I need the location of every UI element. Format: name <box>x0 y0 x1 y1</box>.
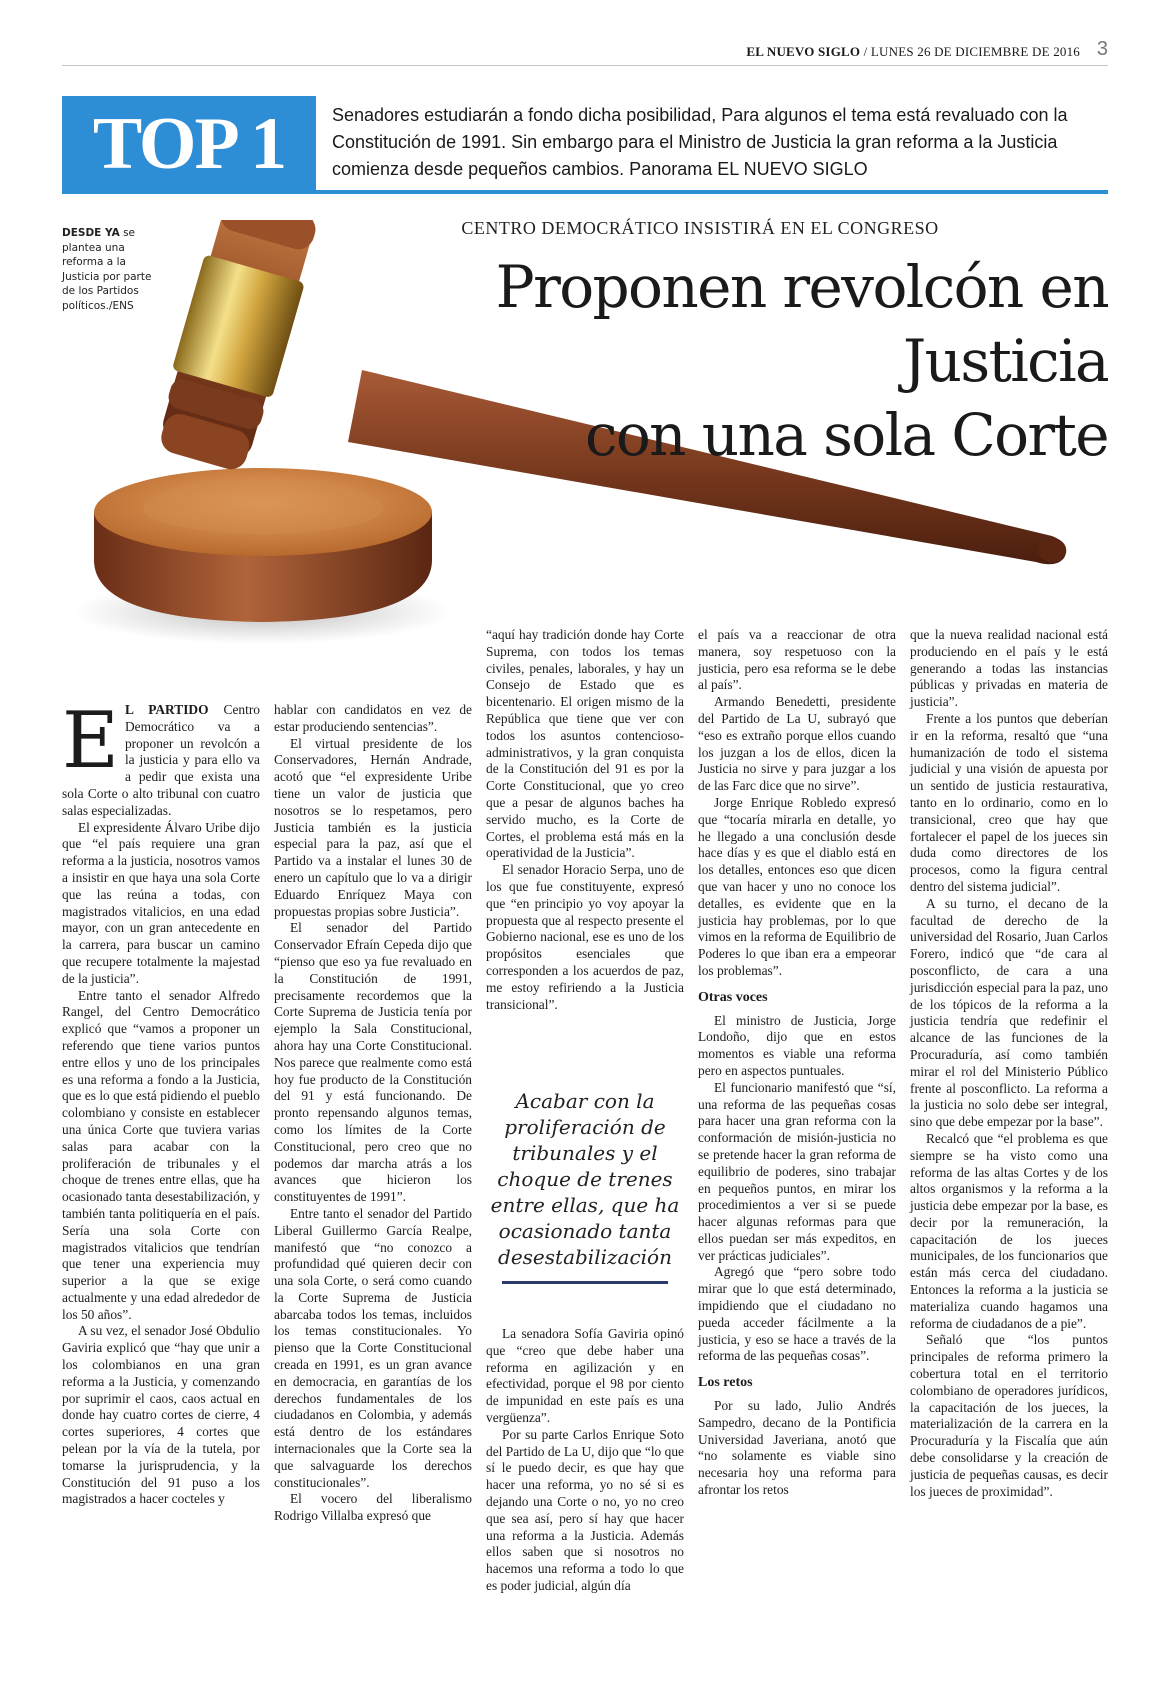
lead-strong: L PARTIDO <box>124 702 209 717</box>
publication-name: EL NUEVO SIGLO <box>746 44 861 59</box>
article-column-5 <box>910 627 1108 1500</box>
article-column-4 <box>698 627 896 1499</box>
running-head <box>62 40 1108 66</box>
headline <box>300 250 1108 472</box>
paragraph: El expresidente Álvaro Uribe dijo que “el país requiere una gran reforma a la justicia, nosotros vamos a insistir en que haya una sola Corte que las reúna a todas, con magistrados vitalicios, en una edad mayor, con un gran antecedente en la carrera, para buscar un camino que recupere totalmente la majestad de la justicia”. <box>62 819 260 986</box>
paragraph: El funcionario manifestó que “sí, una reforma de las pequeñas cosas para hacer una gran reforma con la conformación de misión-justicia no se pretende hacer la gran reforma de equilibrio de poderes, sino trabajar en pequeños puntos, en mirar los procedimientos a ver si se puede hacer algunas reformas para que ellos puedan ser más expeditos, en ver prácticas judiciales”. <box>698 1079 896 1263</box>
kicker: CENTRO DEMOCRÁTICO INSISTIRÁ EN EL CONGRESO <box>461 218 939 238</box>
paragraph: A su vez, el senador José Obdulio Gaviria explicó que “hay que unir a los colombianos en una gran reforma a la Justicia, y comenzando por suprimir el caos, caos actual en donde hay cuatro cortes de cierre, 4 cortes superiores, 4 cortes que pelean por la vía de la tutela, por tomarse la jurisprudencia, y la Constitución del 91 puso a los magistrados a hacer cocteles y <box>62 1323 260 1507</box>
issue-date: / LUNES 26 DE DICIEMBRE DE 2016 <box>863 44 1080 59</box>
subhead-los-retos: Los retos <box>698 1375 753 1391</box>
paragraph: Entre tanto el senador del Partido Liberal Guillermo García Realpe, manifestó que “no conozco a profundidad qué quieren decir con una sola Corte, o será como cuando la Corte Suprema de Justicia abarcaba todos los temas, incluidos los temas constitucionales. Yo pienso que la Corte Constitucional creada en 1991, es un gran avance en democracia, en garantías de los derechos fundamentales de los ciudadanos en Colombia, y además está dentro de los estándares internacionales que la Corte sea la que salvaguarde los derechos constitucionales”. <box>274 1205 472 1490</box>
headline-line-1: Proponen revolcón en Justicia <box>495 253 1108 395</box>
top-badge: TOP 1 <box>62 96 316 190</box>
paragraph: La senadora Sofía Gaviria opinó que “creo que debe haber una reforma en agilización y en efectividad, porque el 98 por ciento de impunidad en este país es una vergüenza”. <box>486 1326 684 1425</box>
paragraph: Por su parte Carlos Enrique Soto del Partido de La U, dijo que “lo que sí le puedo decir, es que hay que hacer una reforma, yo no sé si es dejando una Corte o no, yo no creo que sea así, pero sí hay que hacer una reforma a la Justicia. Además ellos saben que si nosotros no hacemos una reforma a todo lo que es poder judicial, algún día <box>486 1426 684 1593</box>
paragraph: hablar con candidatos en vez de estar produciendo sentencias”. <box>274 702 472 734</box>
paragraph: El senador Horacio Serpa, uno de los que fue constituyente, expresó que “en principio yo voy apoyar la propuesta que al respecto presente el Gobierno nacional, ese es uno de los propósitos esenciales que corresponden a los acuerdos de paz, me estoy refiriendo a la Justicia transicional”. <box>486 862 684 1012</box>
paragraph: Entre tanto el senador Alfredo Rangel, del Centro Democrático explicó que “vamos a proponer un referendo que tiene varios puntos entre ellos y uno de los principales es una reforma a fondo a la Justicia, que es lo que está pidiendo el pueblo colombiano y consiste en establecer una única Corte que tuviera varias salas para acabar con la proliferación de tribunales y el choque de trenes entre ellas, que ha ocasionado tanta desestabilización, y también tanta politiquería en el país. Sería una sola Corte con magistrados vitalicios que tendrían que tener una experiencia muy superior a la que se exige actualmente y una edad alrededor de los 50 años”. <box>62 987 260 1322</box>
pull-quote: Acabar con la proliferación de tribunales y el choque de trenes entre ellas, que ha ocasionado tanta desestabilización <box>490 1089 680 1269</box>
drop-cap: E <box>62 696 119 786</box>
paragraph: Frente a los puntos que deberían ir en la reforma, resaltó que “una humanización de todo el sistema judicial y una visión de apuesta por un sentido de justicia restaurativa, tanto en lo ordinario, como en lo transicional, creo que hay que fortalecer el papel de los jueces sin duda como directores de los procesos, como la figura central dentro del sistema judicial”. <box>910 710 1108 894</box>
paragraph: El senador del Partido Conservador Efraín Cepeda dijo que “pienso que eso ya fue revaluado en la Constitución de 1991, precisamente recordemos que la Corte Suprema de Justicia tenía por ejemplo la Sala Constitucional, ahora hay una Corte Constitucional. Nos parece que realmente como está hoy fue producto de la Constitución del 91 y está funcionando. De pronto repensando algunos temas, como los límites de la Corte Constitucional, pero creo que no podemos dar marcha atrás a los avances que hicieron los constituyentes de 1991”. <box>274 920 472 1205</box>
top-banner <box>62 96 1108 194</box>
paragraph: El vocero del liberalismo Rodrigo Villalba expresó que <box>274 1491 472 1524</box>
paragraph: Recalcó que “el problema es que siempre se ha visto como una reforma de las altas Cortes y de los altos organismos y la reforma a la justicia debe empezar por la base, es decir por la remuneración, la capacitación de los jueces municipales, de los funcionarios que están más cerca del ciudadano. Entonces la reforma a la justicia se materializa cuando hagamos una reforma de ciudadanos de a pie”. <box>910 1130 1108 1331</box>
article-column-3-continued <box>486 1326 684 1595</box>
running-head-text <box>746 44 1080 60</box>
photo-caption <box>62 226 158 313</box>
paragraph: Señaló que “los puntos principales de reforma primero la cobertura total en el territorio colombiano de operadores jurídicos, la capacitación de los jueces, la materialización de la carrera en la Procuraduría y la Fiscalía que aún debe consolidarse y la creación de justicia de pequeñas causas, es decir los jueces de proximidad”. <box>910 1332 1108 1499</box>
paragraph: Por su lado, Julio Andrés Sampedro, decano de la Pontificia Universidad Javeriana, anotó que “no solamente es viable sino necesaria hoy una reforma para afrontar los retos <box>698 1398 896 1498</box>
headline-line-2: con una sola Corte <box>584 401 1108 469</box>
paragraph: El ministro de Justicia, Jorge Londoño, dijo que en estos momentos es viable una reforma pero en aspectos puntuales. <box>698 1012 896 1078</box>
page-number: 3 <box>1096 38 1108 60</box>
lead-paragraph <box>62 696 261 820</box>
pull-quote-rule <box>502 1281 668 1284</box>
paragraph: Centro Democrático va a proponer un revolcón a la justicia y para ello va a pedir que exista una sola Corte o alto tribunal con cuatro salas especializadas. <box>62 702 261 818</box>
article-column-3 <box>486 627 684 1013</box>
banner-blurb: Senadores estudiarán a fondo dicha posibilidad, Para algunos el tema está revaluado con la Constitución de 1991. Sin embargo para el Ministro de Justicia la gran reforma a la Justicia comienza desde pequeños cambios. Panorama EL NUEVO SIGLO <box>332 105 1068 179</box>
paragraph: Jorge Enrique Robledo expresó que “tocaría mirarla en detalle, yo he llegado a una conclusión desde hace días y es que el diablo está en los detalles, entonces eso que dicen que van hacer y uno no conoce los detalles, es evidente que en la justicia hay problemas, por lo que vimos en la reforma de Equilibrio de Poderes lo que iban era a empeorar los problemas”. <box>698 794 896 978</box>
paragraph: Armando Benedetti, presidente del Partido de La U, subrayó que “eso es extraño porque ellos cuando los juzgan a los de ellos, dicen la Justicia no sirve y para juzgar a los de las Farc dice que no sirve”. <box>698 694 896 794</box>
caption-text: se plantea una reforma a la Justicia por parte de los Partidos políticos./ENS <box>62 227 152 312</box>
paragraph: Agregó que “pero sobre todo mirar que lo que está determinado, impidiendo que el ciudadano no pueda acceder fácilmente a la justicia, y eso se hace a través de la reforma de las pequeñas cosas”. <box>698 1264 896 1364</box>
subhead-otras-voces: Otras voces <box>698 989 768 1005</box>
paragraph: A su turno, el decano de la facultad de derecho de la universidad del Rosario, Juan Carlos Forero, indicó que “de cara al posconflicto, de cara a una jurisdicción especial para la paz, uno de los tópicos de la reforma a la justicia tendría que redefinir el alcance de las funciones de la Procuraduría, así como también mirar el rol del Ministerio Público frente al posconflicto. La reforma a la justicia no solo debe ser integral, sino que debe empezar por la base”. <box>910 895 1108 1130</box>
paragraph: “aquí hay tradición donde hay Corte Suprema, con todos los temas civiles, penales, laborales, y hay un Consejo de Estado que es bicentenario. El origen mismo de la República que tiene que ver con todos los asuntos contencioso-administrativos, y la gran conquista de la Constitución del 91 es por la Corte Constitucional, que yo creo que a pesar de algunos baches ha servido mucho, es la Corte de Cortes, el problema está más en la operatividad de la Justicia”. <box>486 627 684 861</box>
paragraph: el país va a reaccionar de otra manera, soy respetuoso con la justicia, pero esa reforma se le debe al país”. <box>698 627 896 693</box>
article-column-1 <box>62 696 261 1508</box>
paragraph: que la nueva realidad nacional está produciendo en el país y le está generando a todas las instancias públicas y privadas en materia de justicia”. <box>910 627 1108 710</box>
paragraph: El virtual presidente de los Conservadores, Hernán Andrade, acotó que “el expresidente Uribe tiene un valor de justicia que nosotros se lo respetamos, pero Justicia también es la justicia especial para la paz, así que el Partido va a instalar el lunes 30 de enero un capítulo que lo va a dirigir Eduardo Enríquez Maya con propuestas propias sobre Justicia”. <box>274 735 472 919</box>
article-column-2 <box>274 702 472 1525</box>
caption-lead: DESDE YA <box>62 227 120 239</box>
